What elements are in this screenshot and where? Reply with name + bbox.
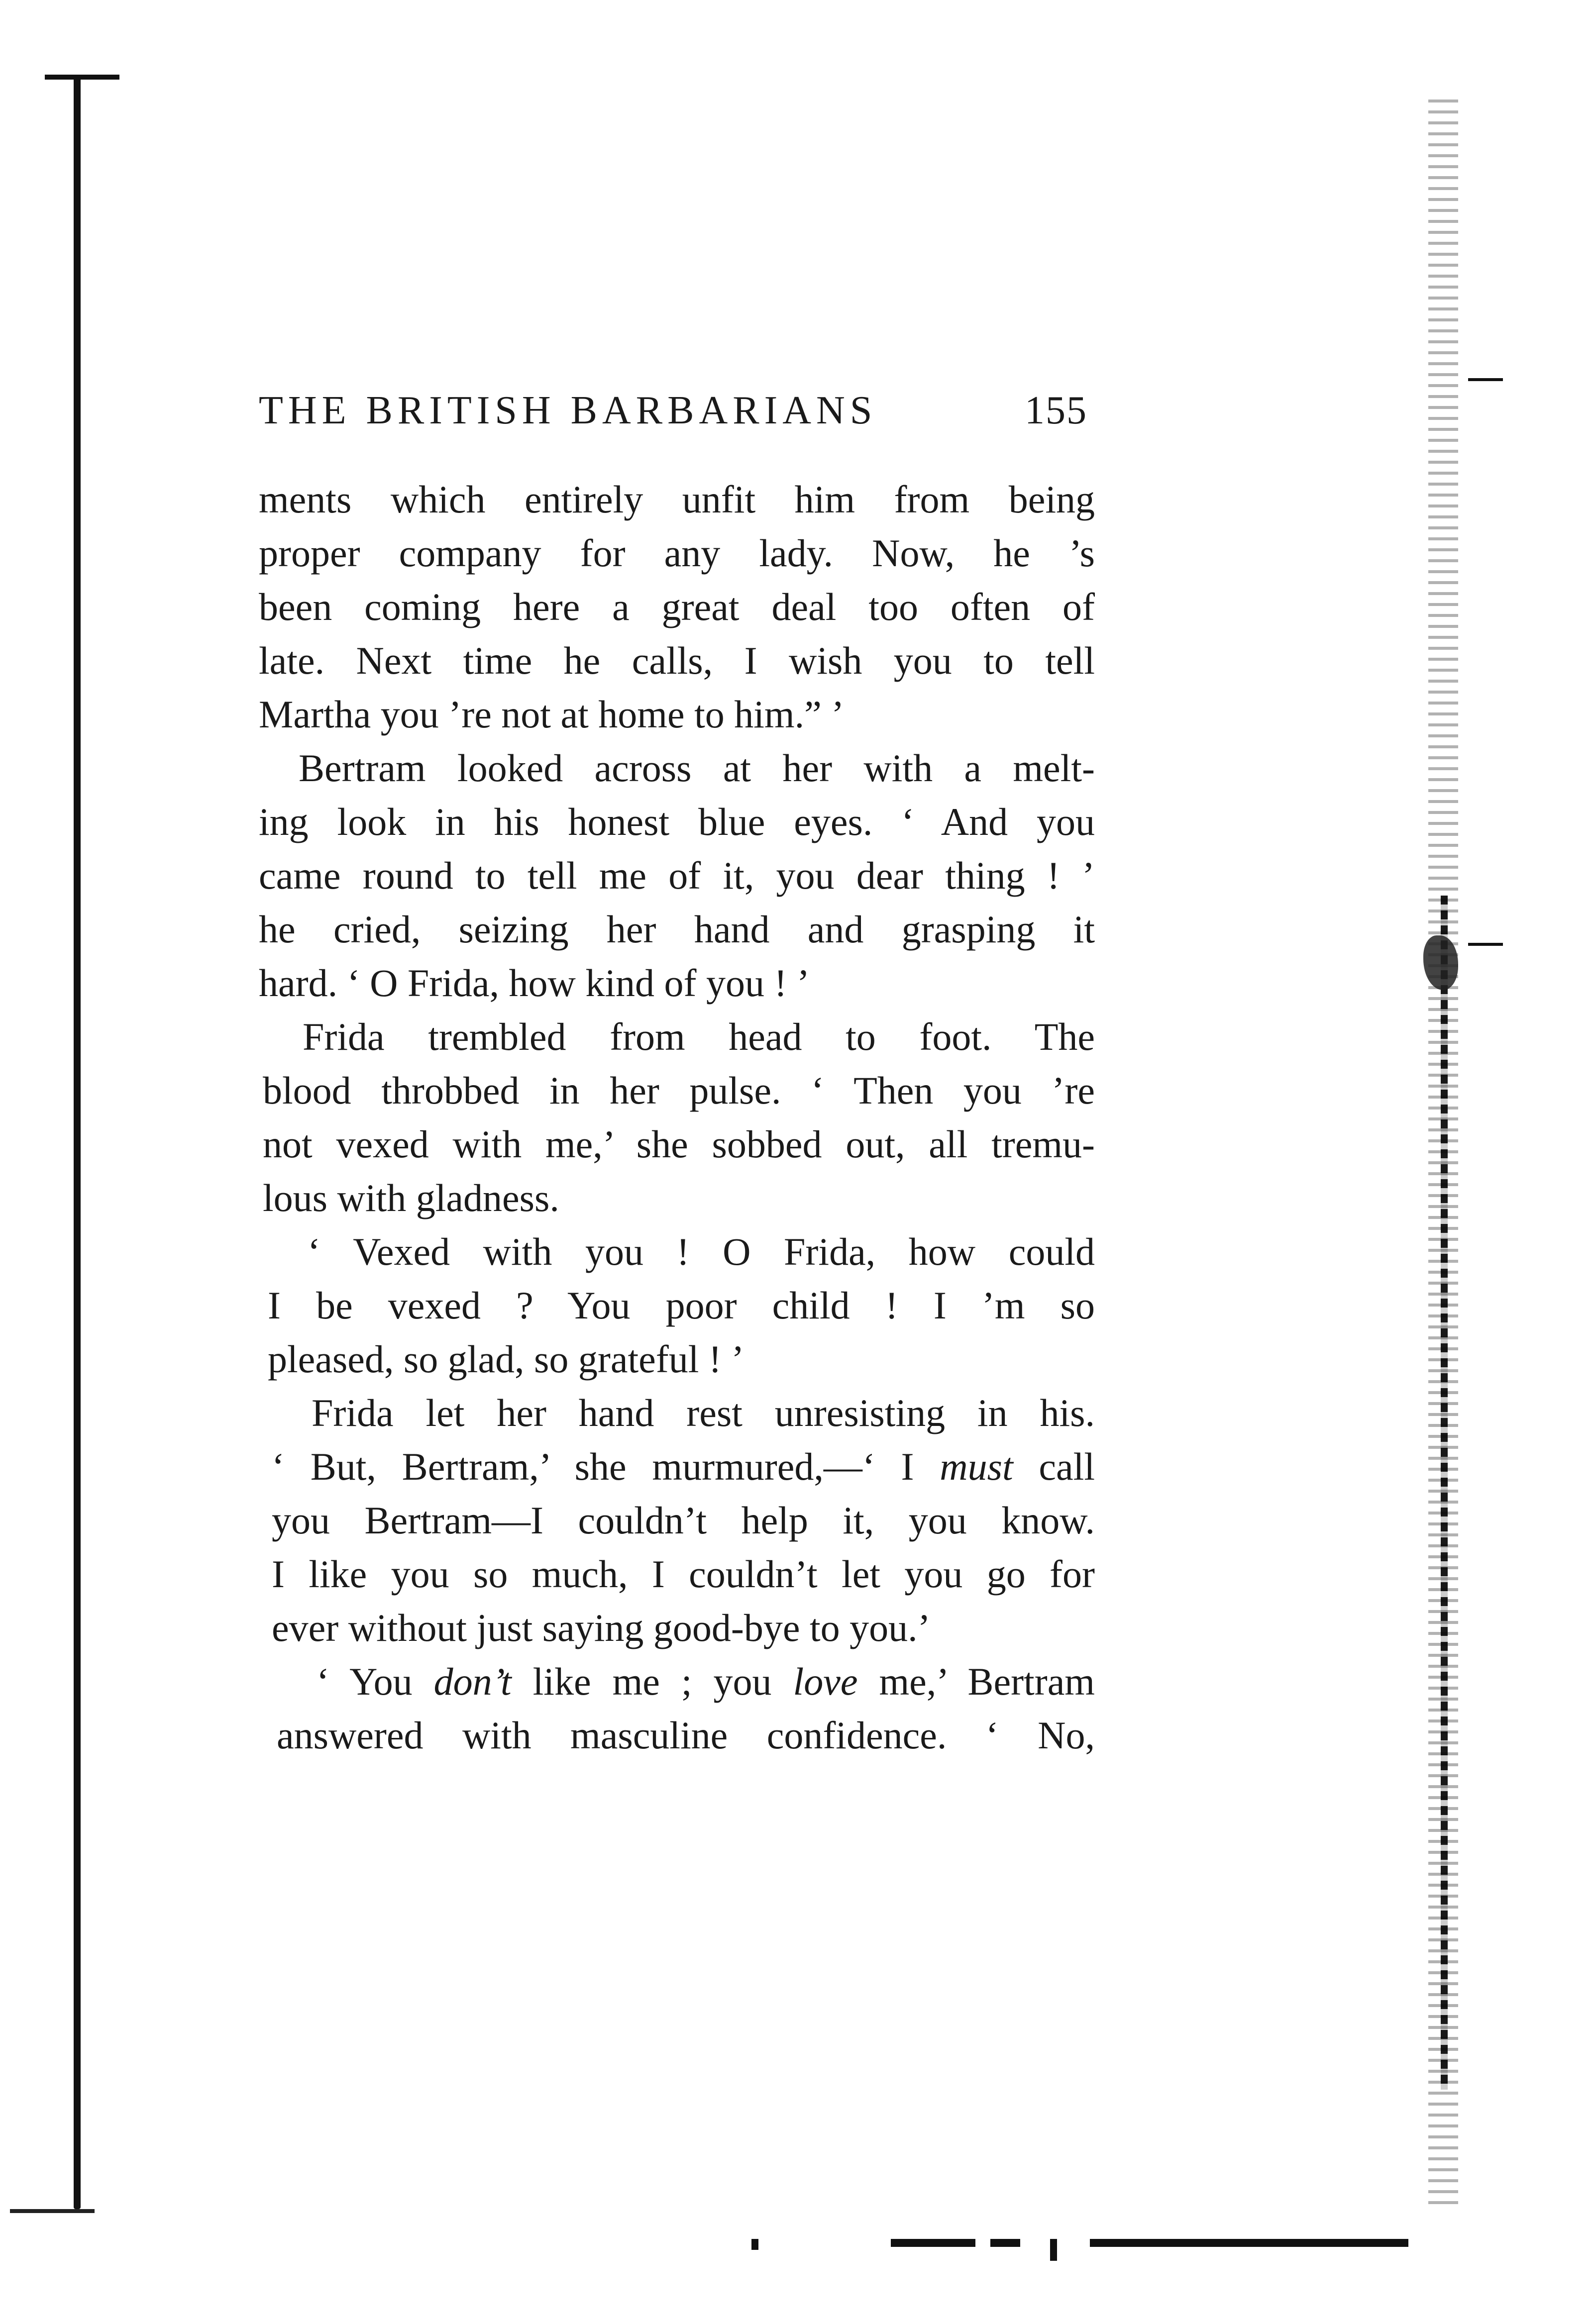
body-text bbox=[259, 473, 1095, 1762]
text-line: answered with masculine confidence. ‘ No, bbox=[277, 1714, 1095, 1757]
text-line: been coming here a great deal too often of bbox=[259, 585, 1095, 628]
text-line: hard. ‘ O Frida, how kind of you ! ’ bbox=[259, 961, 810, 1005]
text-line: came round to tell me of it, you dear thing ! ’ bbox=[259, 854, 1095, 897]
emphasis-text: love bbox=[793, 1660, 858, 1703]
text-line: Martha you ’re not at home to him.” ’ bbox=[259, 693, 845, 736]
text-line: late. Next time he calls, I wish you to tell bbox=[259, 639, 1095, 682]
text-line: proper company for any lady. Now, he ’s bbox=[259, 531, 1095, 575]
scan-bottom-mark bbox=[891, 2239, 975, 2247]
running-title: THE BRITISH BARBARIANS bbox=[259, 389, 877, 432]
emphasis-text: must bbox=[940, 1445, 1013, 1488]
paragraph-first-line: ‘ Vexed with you ! O Frida, how could bbox=[308, 1230, 1095, 1273]
running-header bbox=[259, 388, 1087, 443]
text-line: I be vexed ? You poor child ! I ’m so bbox=[268, 1284, 1095, 1327]
paragraph-first-line: Bertram looked across at her with a melt- bbox=[299, 746, 1095, 790]
scan-bottom-mark bbox=[990, 2239, 1020, 2247]
emphasis-text: don’t bbox=[433, 1660, 512, 1703]
text-line: blood throbbed in her pulse. ‘ Then you ’re bbox=[263, 1069, 1095, 1112]
text-line: not vexed with me,’ she sobbed out, all tremu- bbox=[263, 1122, 1095, 1166]
paragraph-first-line bbox=[277, 1655, 1095, 1709]
scan-edge-mark bbox=[10, 2209, 95, 2213]
scan-edge-mark bbox=[1468, 378, 1503, 381]
text-line: ing look in his honest blue eyes. ‘ And you bbox=[259, 800, 1095, 843]
page-number: 155 bbox=[1025, 389, 1087, 432]
scan-edge-mark bbox=[1468, 943, 1503, 946]
text-run: like me ; you bbox=[511, 1660, 793, 1703]
text-line: he cried, seizing her hand and grasping it bbox=[259, 908, 1095, 951]
text-line: I like you so much, I couldn’t let you go for bbox=[272, 1552, 1095, 1596]
scan-right-edge-dark bbox=[1441, 896, 1448, 2090]
scan-bottom-mark bbox=[751, 2239, 758, 2250]
text-line: you Bertram—I couldn’t help it, you know. bbox=[272, 1499, 1095, 1542]
text-run: ‘ You bbox=[317, 1660, 434, 1703]
scan-bottom-mark bbox=[1090, 2239, 1408, 2247]
text-line bbox=[272, 1440, 1095, 1494]
text-run: call bbox=[1013, 1445, 1095, 1488]
scan-binding-edge bbox=[74, 75, 81, 2209]
paragraph-first-line: Frida trembled from head to foot. The bbox=[303, 1015, 1095, 1058]
scan-bottom-mark bbox=[1050, 2239, 1057, 2261]
scan-edge-mark bbox=[45, 75, 119, 80]
text-line: pleased, so glad, so grateful ! ’ bbox=[268, 1337, 744, 1381]
text-run: ‘ But, Bertram,’ she murmured,—‘ I bbox=[272, 1445, 940, 1488]
text-line: ever without just saying good-bye to you.’ bbox=[272, 1606, 931, 1649]
text-run: me,’ Bertram bbox=[857, 1660, 1095, 1703]
text-line: lous with gladness. bbox=[263, 1176, 559, 1219]
text-line: ments which entirely unfit him from being bbox=[259, 478, 1095, 521]
paragraph-first-line: Frida let her hand rest unresisting in his. bbox=[312, 1391, 1095, 1434]
